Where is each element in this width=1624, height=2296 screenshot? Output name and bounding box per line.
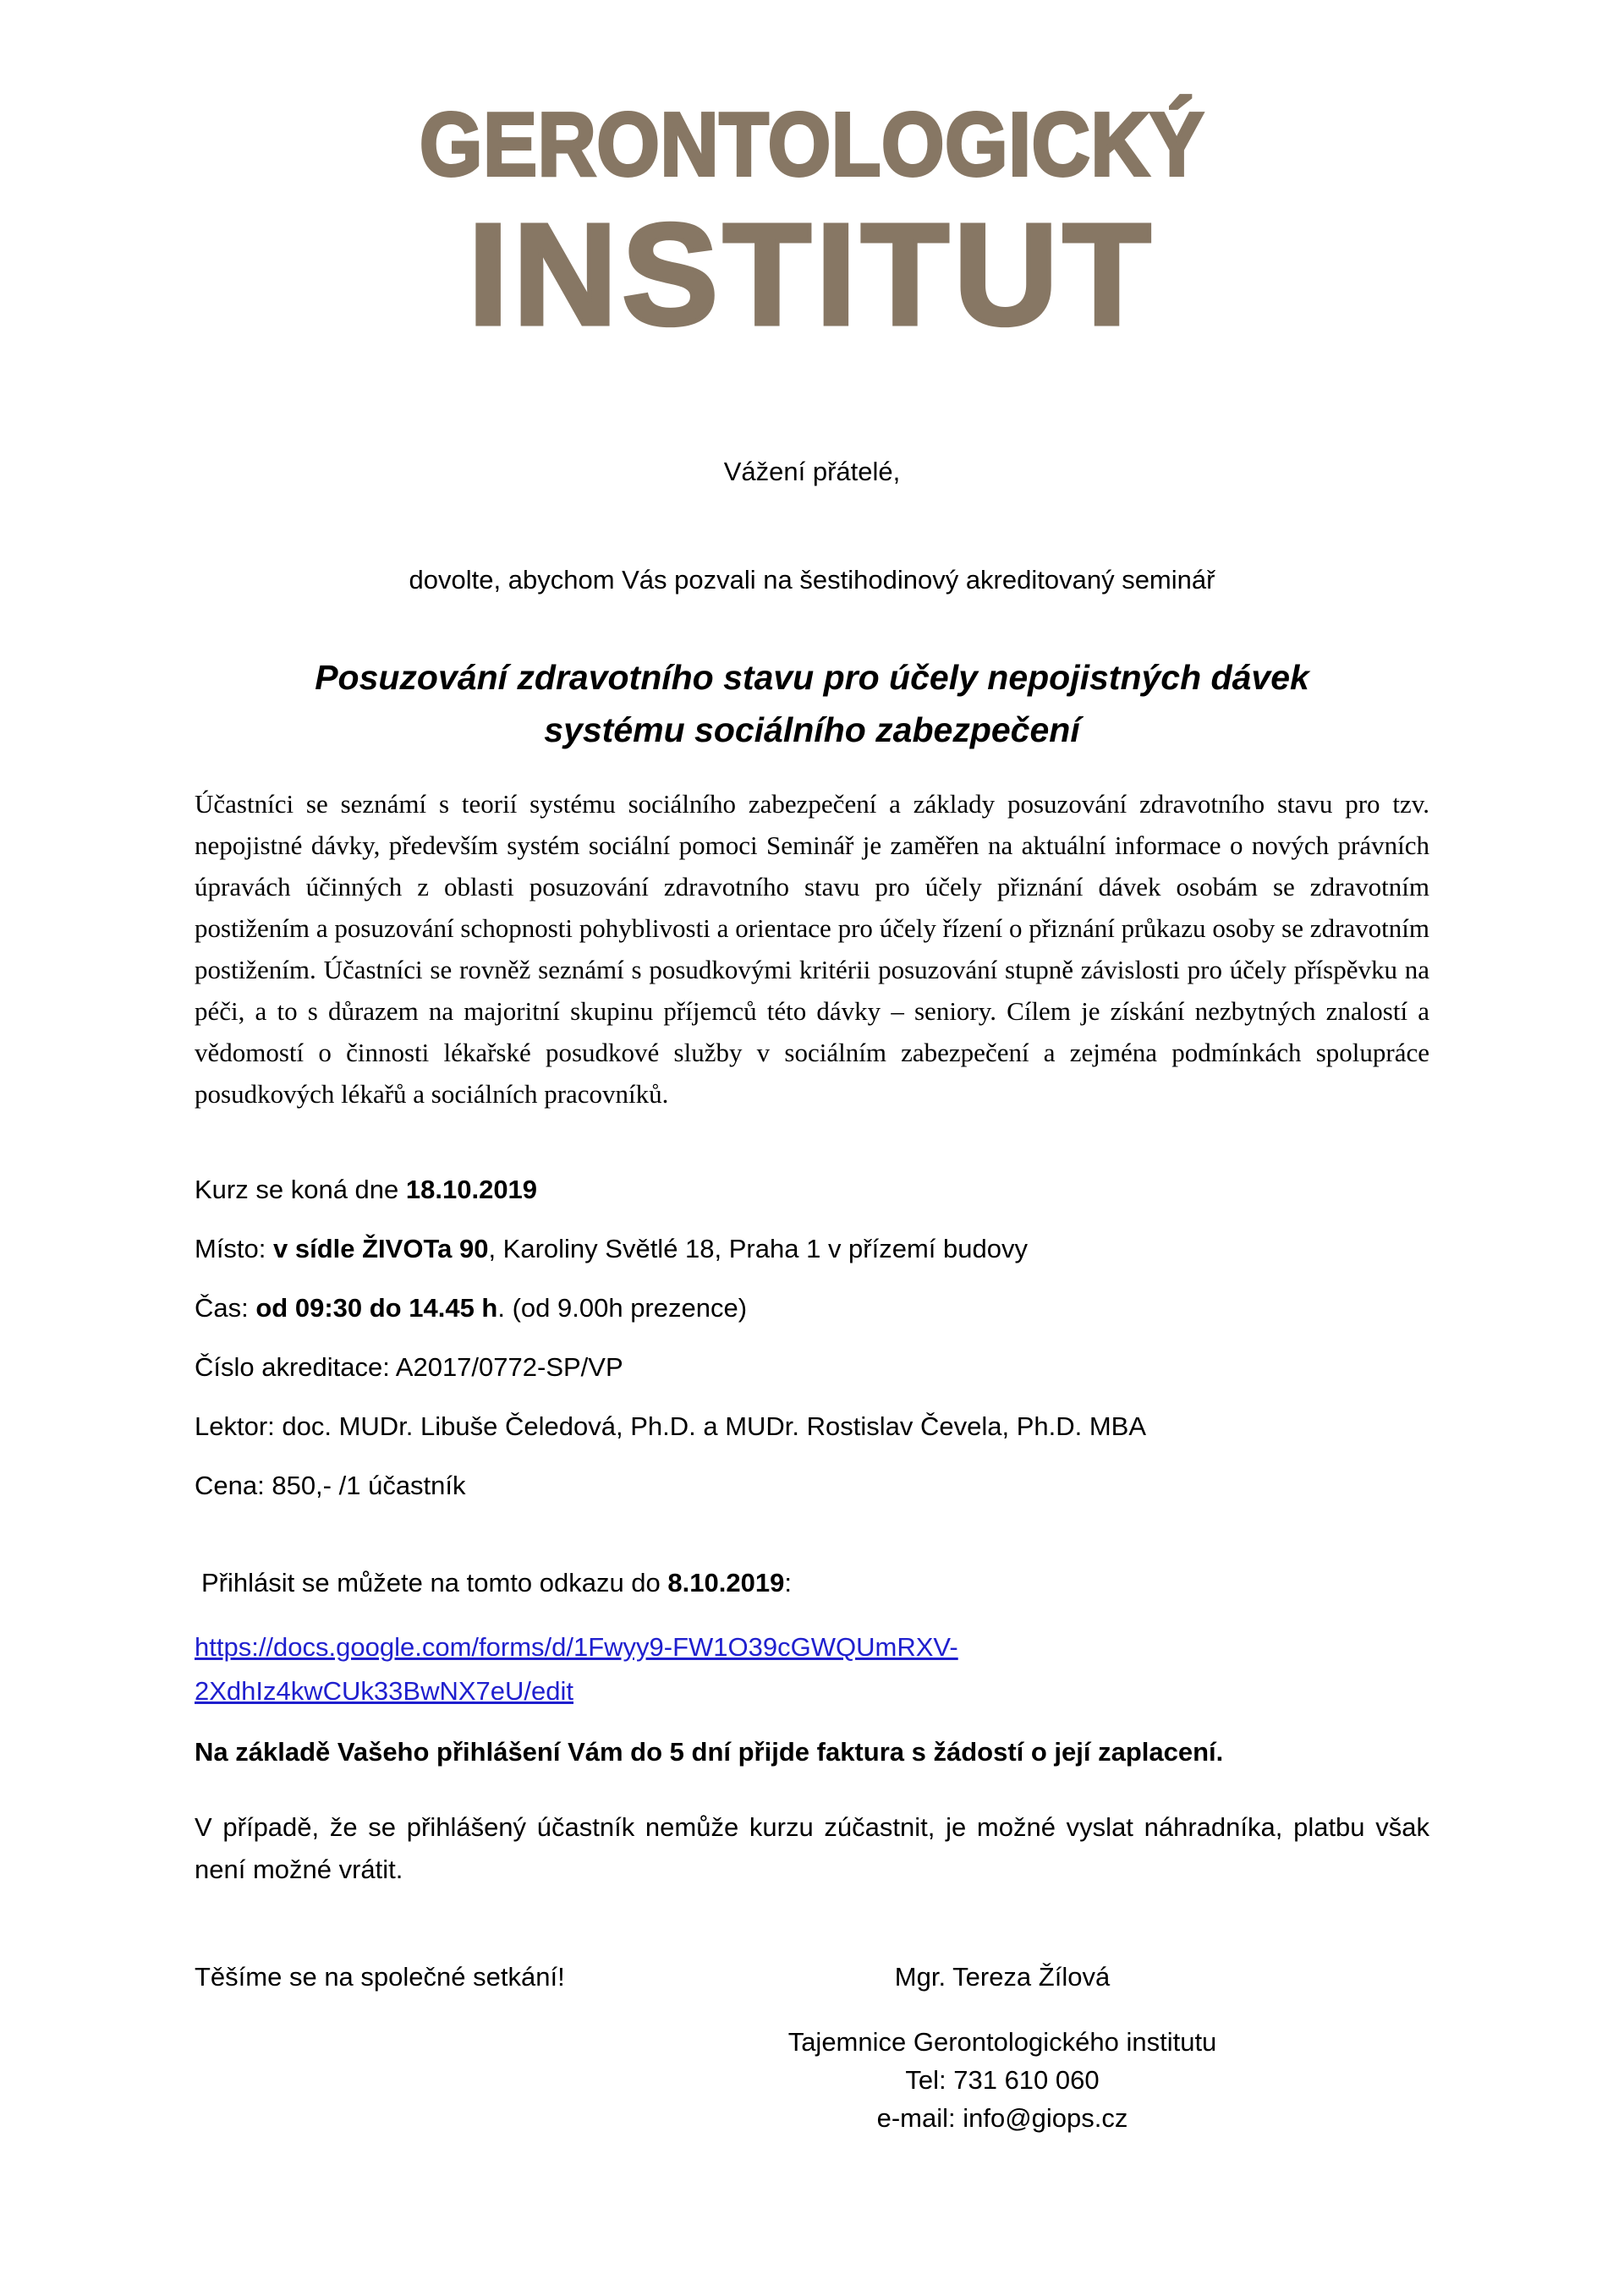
course-details xyxy=(195,1174,1429,1529)
gerontologicky-institut-logo xyxy=(195,95,1429,355)
logo-text-line1: GERONTOLOGICKÝ xyxy=(420,95,1204,195)
signature-role: Tajemnice Gerontologického institutu xyxy=(787,2027,1217,2057)
accreditation-line: Číslo akreditace: A2017/0772-SP/VP xyxy=(195,1352,623,1382)
course-date-value: 18.10.2019 xyxy=(405,1175,538,1204)
course-time-label: Čas: xyxy=(195,1293,256,1323)
signup-deadline-line xyxy=(195,1566,1436,1600)
signature-phone: Tel: 731 610 060 xyxy=(905,2065,1100,2095)
course-time-value: od 09:30 do 14.45 h xyxy=(255,1293,498,1323)
seminar-title-line2: systému sociálního zabezpečení xyxy=(544,710,1080,749)
course-time-note: . (od 9.00h prezence) xyxy=(497,1293,748,1323)
registration-link-line1[interactable]: https://docs.google.com/forms/d/1Fwyy9-FW1O39cGWQUmRXV- xyxy=(195,1632,958,1662)
price-line: Cena: 850,- /1 účastník xyxy=(195,1471,466,1500)
intro-text: dovolte, abychom Vás pozvali na šestihodinový akreditovaný seminář xyxy=(409,565,1215,595)
invoice-note: Na základě Vašeho přihlášení Vám do 5 dní přijde faktura s žádostí o její zaplacení. xyxy=(195,1737,1224,1767)
signup-text: Přihlásit se můžete na tomto odkazu do xyxy=(201,1568,668,1597)
course-place-address: , Karoliny Světlé 18, Praha 1 v přízemí budovy xyxy=(488,1234,1028,1263)
signup-deadline-date: 8.10.2019 xyxy=(667,1568,785,1597)
registration-form-link[interactable] xyxy=(195,1625,1429,1713)
registration-link-line2[interactable]: 2XdhIz4kwCUk33BwNX7eU/edit xyxy=(195,1676,573,1706)
document-content xyxy=(195,0,1429,2296)
course-place-value: v sídle ŽIVOTa 90 xyxy=(273,1234,489,1263)
substitute-note: V případě, že se přihlášený účastník nemůže kurzu zúčastnit, je možné vyslat náhradníka, platbu však není možné vrátit. xyxy=(195,1812,1429,1884)
lecturers-line: Lektor: doc. MUDr. Libuše Čeledová, Ph.D. a MUDr. Rostislav Čevela, Ph.D. MBA xyxy=(195,1411,1147,1441)
greeting-text: Vážení přátelé, xyxy=(723,457,901,486)
seminar-title xyxy=(195,651,1429,756)
signature-block xyxy=(575,2023,1429,2137)
logo-text-line2: INSTITUT xyxy=(468,195,1156,355)
course-date-line xyxy=(195,1174,1429,1206)
signature-name: Mgr. Tereza Žílová xyxy=(894,1962,1111,1992)
closing-text: Těšíme se na společné setkání! xyxy=(195,1962,565,1992)
course-time-line xyxy=(195,1292,1429,1324)
seminar-title-line1: Posuzování zdravotního stavu pro účely nepojistných dávek xyxy=(315,658,1309,697)
signature-email: e-mail: info@giops.cz xyxy=(876,2103,1128,2133)
course-place-label: Místo: xyxy=(195,1234,274,1263)
course-date-label: Kurz se koná dne xyxy=(195,1175,406,1204)
signup-colon: : xyxy=(784,1568,792,1597)
course-place-line xyxy=(195,1233,1429,1265)
description-paragraph: Účastníci se seznámí s teorií systému sociálního zabezpečení a základy posuzování zdravotního stavu pro tzv. nepojistné dávky, především systém sociální pomoci Seminář je zaměřen na aktuální informace o nových právních úpravách účinných z oblasti posuzování zdravotního stavu pro účely přiznání dávek osobám se zdravotním postižením a posuzování schopnosti pohyblivosti a orientace pro účely řízení o přiznání průkazu osoby se zdravotním postižením. Účastníci se rovněž seznámí s posudkovými kritérii posuzování stupně závislosti pro účely příspěvku na péči, a to s důrazem na majoritní skupinu příjemců této dávky – seniory. Cílem je získání nezbytných znalostí a vědomostí o činnosti lékařské posudkové služby v sociálním zabezpečení a zejména podmínkách spolupráce posudkových lékařů a sociálních pracovníků. xyxy=(195,789,1429,1109)
